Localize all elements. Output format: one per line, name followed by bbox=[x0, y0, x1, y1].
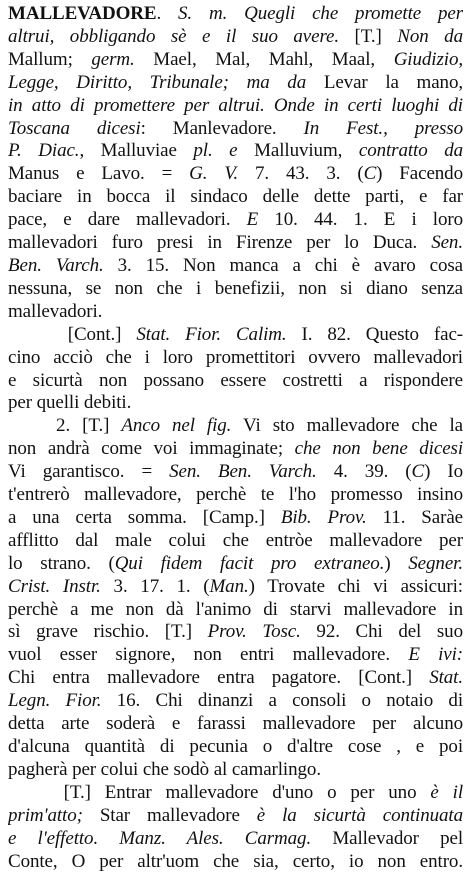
text-line: Conte, O per altr'uom che sia, certo, io non entro. bbox=[8, 850, 463, 872]
text-line: per quelli debiti. bbox=[8, 392, 132, 414]
text-line: vuol esser signore, non entri mallevadore. E ivi: bbox=[8, 644, 463, 666]
text-line: a una certa somma. [Camp.] Bib. Prov. 11. Saràe bbox=[8, 506, 463, 528]
text-line: non andrà come voi immaginate; che non bene dicesi bbox=[8, 438, 463, 460]
text-line: e l'effetto. Manz. Ales. Carmag. Mallevador pel bbox=[8, 827, 463, 849]
text-line: pagherà per colui che sodò al camarlingo. bbox=[8, 758, 321, 780]
paragraph-entrar-mallevadore bbox=[8, 782, 463, 873]
text-line: perchè a me non dà l'animo di starvi mallevadore in bbox=[8, 598, 463, 620]
text-line: d'alcuna quantità di pecunia o d'altre cose , e poi bbox=[8, 736, 463, 757]
text-line: in atto di promettere per altrui. Onde in certi luoghi di bbox=[8, 94, 463, 116]
text-line: Chi entra mallevadore entra pagatore. [Cont.] Stat. bbox=[8, 667, 463, 689]
text-line: e sicurtà non possano essere costretti a rispondere bbox=[8, 369, 463, 391]
text-line: Legge, Diritto, Tribunale; ma da Levar la mano, bbox=[8, 71, 463, 93]
text-line: pace, e dare mallevadori. E 10. 44. 1. E i loro bbox=[8, 209, 463, 231]
text-line: baciare in bocca il sindaco delle dette parti, e far bbox=[8, 186, 463, 208]
paragraph-definition bbox=[8, 3, 463, 324]
text-line: [T.] Entrar mallevadore d'uno o per uno è il bbox=[8, 781, 463, 803]
text-line: nessuna, se non che i benefizii, non si diano senza bbox=[8, 277, 463, 299]
text-line: Ben. Varch. 3. 15. Non manca a chi è avaro cosa bbox=[8, 254, 463, 276]
text-line: t'entrerò mallevadore, perchè te l'ho promesso insino bbox=[8, 484, 463, 506]
text-line: prim'atto; Star mallevadore è la sicurtà continuata bbox=[8, 804, 463, 826]
text-line: sì grave rischio. [T.] Prov. Tosc. 92. Chi del suo bbox=[8, 621, 463, 643]
paragraph-sense-2 bbox=[8, 415, 463, 782]
text-line: mallevadori furo presi in Firenze per lo Duca. Sen. bbox=[8, 232, 463, 254]
text-line: detta arte soderà e farassi mallevadore per alcuno bbox=[8, 713, 463, 735]
text-line: Manus e Lavo. = G. V. 7. 43. 3. (C) Facendo bbox=[8, 163, 463, 185]
text-line: afflitto dal male colui che entròe mallevadore per bbox=[8, 529, 463, 551]
text-line: lo strano. (Qui fidem facit pro extraneo.) Segner. bbox=[8, 552, 463, 574]
text-line: mallevadori. bbox=[8, 300, 103, 322]
text-line: P. Diac., Malluviae pl. e Malluvium, contratto da bbox=[8, 140, 463, 162]
paragraph-cont-stat-fior bbox=[8, 324, 463, 416]
text-line: Toscana dicesi: Manlevadore. In Fest., presso bbox=[8, 117, 463, 139]
text-line: Crist. Instr. 3. 17. 1. (Man.) Trovate chi vi assicuri: bbox=[8, 575, 463, 597]
text-line: cino acciò che i loro promettitori ovvero mallevadori bbox=[8, 346, 463, 368]
text-line: Mallum; germ. Mael, Mal, Mahl, Maal, Giudizio, bbox=[8, 48, 463, 70]
text-line: MALLEVADORE. S. m. Quegli che promette per bbox=[8, 3, 463, 24]
text-line: 2. [T.] Anco nel fig. Vi sto mallevadore che la bbox=[8, 415, 463, 437]
text-line: [Cont.] Stat. Fior. Calim. I. 82. Questo fac- bbox=[8, 323, 463, 345]
text-line: Legn. Fior. 16. Chi dinanzi a consoli o notaio di bbox=[8, 690, 463, 712]
text-line: Vi garantisco. = Sen. Ben. Varch. 4. 39. (C) Io bbox=[8, 461, 463, 483]
text-line: altrui, obbligando sè e il suo avere. [T.] Non da bbox=[8, 25, 463, 47]
